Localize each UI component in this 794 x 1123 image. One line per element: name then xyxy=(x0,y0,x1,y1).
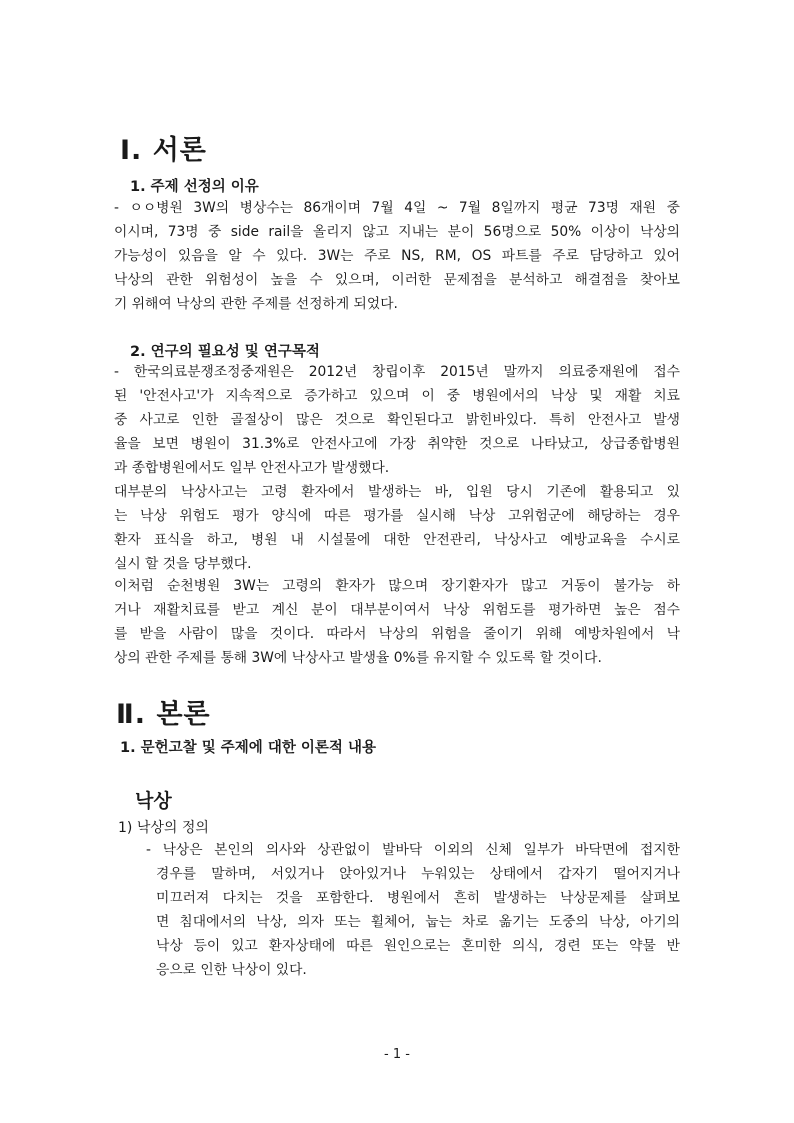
text-line: 를 받을 사람이 많을 것이다. 따라서 낙상의 위험을 줄이기 위해 예방차원에서 낙 xyxy=(114,626,680,642)
text-line: 거나 재활치료를 받고 계신 분이 대부분이여서 낙상 위험도를 평가하면 높은 점수 xyxy=(114,602,680,618)
text-line: 이처럼 순천병원 3W는 고령의 환자가 많으며 장기환자가 많고 거동이 불가능 하 xyxy=(114,578,680,594)
section-1-2-paragraph-1 xyxy=(114,360,680,480)
text-line: - ㅇㅇ병원 3W의 병상수는 86개이며 7월 4일 ~ 7월 8일까지 평균 73명 재원 중 xyxy=(114,200,680,216)
text-line: 환자 표식을 하고, 병원 내 시설물에 대한 안전관리, 낙상사고 예방교육을 수시로 xyxy=(114,532,680,548)
section-1-1-title: 1. 주제 선정의 이유 xyxy=(130,179,259,195)
item-1-body xyxy=(146,838,680,982)
subsection-title-fall: 낙상 xyxy=(135,790,172,812)
text-line: 미끄러져 다치는 것을 포함한다. 병원에서 흔히 발생하는 낙상문제를 살펴보 xyxy=(156,890,680,906)
text-line: 율을 보면 병원이 31.3%로 안전사고에 가장 취약한 것으로 나타났고, 상급종합병원 xyxy=(114,436,680,452)
text-line: 중 사고로 인한 골절상이 많은 것으로 확인된다고 밝힌바있다. 특히 안전사고 발생 xyxy=(114,412,680,428)
section-1-2-title: 2. 연구의 필요성 및 연구목적 xyxy=(130,344,320,360)
page-number: - 1 - xyxy=(384,1047,410,1062)
text-line: 과 종합병원에서도 일부 안전사고가 발생했다. xyxy=(114,460,390,476)
text-line: 가능성이 있음을 알 수 있다. 3W는 주로 NS, RM, OS 파트를 주로 담당하고 있어 xyxy=(114,248,680,264)
section-1-1-body xyxy=(114,196,680,316)
text-line: 면 침대에서의 낙상, 의자 또는 휠체어, 눕는 차로 옮기는 도중의 낙상, 아기의 xyxy=(156,914,680,930)
text-line: 된 '안전사고'가 지속적으로 증가하고 있으며 이 중 병원에서의 낙상 및 재활 치료 xyxy=(114,388,680,404)
section-2-1-title: 1. 문헌고찰 및 주제에 대한 이론적 내용 xyxy=(120,740,376,756)
text-line: 이시며, 73명 중 side rail을 올리지 않고 지내는 분이 56명으로 50% 이상이 낙상의 xyxy=(114,224,680,240)
text-line: 는 낙상 위험도 평가 양식에 따른 평가를 실시해 낙상 고위험군에 해당하는 경우 xyxy=(114,508,680,524)
text-line: - 낙상은 본인의 의사와 상관없이 발바닥 이외의 신체 일부가 바닥면에 접지한 xyxy=(146,842,680,858)
text-line: 응으로 인한 낙상이 있다. xyxy=(156,962,307,978)
text-line: 경우를 말하며, 서있거나 앉아있거나 누워있는 상태에서 갑자기 떨어지거나 xyxy=(156,866,680,882)
chapter-1-title: Ⅰ. 서론 xyxy=(120,135,207,166)
text-line: 낙상 등이 있고 환자상태에 따른 원인으로는 혼미한 의식, 경련 또는 약물 반 xyxy=(156,938,680,954)
text-line: 실시 할 것을 당부했다. xyxy=(114,556,252,572)
item-1-title: 1) 낙상의 정의 xyxy=(118,820,209,836)
text-line: 상의 관한 주제를 통해 3W에 낙상사고 발생율 0%를 유지할 수 있도록 할 것이다. xyxy=(114,650,602,666)
text-line: 낙상의 관한 위험성이 높을 수 있으며, 이러한 문제점을 분석하고 해결점을 찾아보 xyxy=(114,272,680,288)
text-line: - 한국의료분쟁조정중재원은 2012년 창립이후 2015년 말까지 의료중재원에 접수 xyxy=(114,364,680,380)
chapter-2-title: Ⅱ. 본론 xyxy=(116,699,211,730)
text-line: 대부분의 낙상사고는 고령 환자에서 발생하는 바, 입원 당시 기존에 활용되고 있 xyxy=(114,484,680,500)
section-1-2-paragraph-2 xyxy=(114,480,680,576)
text-line: 기 위해여 낙상의 관한 주제를 선정하게 되었다. xyxy=(114,296,398,312)
section-1-2-paragraph-3 xyxy=(114,574,680,670)
